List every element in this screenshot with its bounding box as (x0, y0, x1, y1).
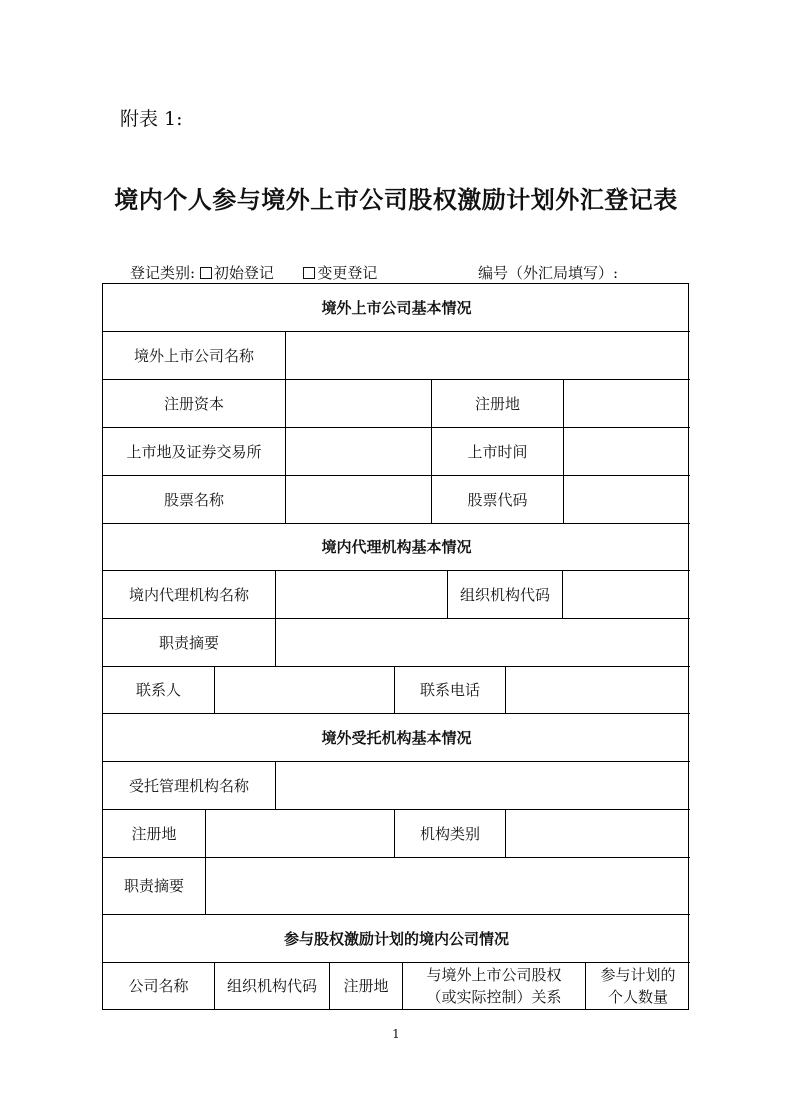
registration-type (130, 262, 377, 283)
agent-name-field[interactable] (276, 571, 448, 618)
registration-type-label: 登记类别: (130, 264, 196, 282)
listing-time-label: 上市时间 (432, 428, 564, 475)
agent-name-label: 境内代理机构名称 (103, 571, 276, 618)
col-company-name: 公司名称 (103, 963, 215, 1009)
org-code-field[interactable] (563, 571, 690, 618)
row-listing (103, 428, 690, 476)
col-count-line1: 参与计划的 (600, 966, 676, 984)
reg-place-field[interactable] (564, 380, 690, 427)
phone-label: 联系电话 (395, 667, 506, 713)
trustee-name-field[interactable] (276, 762, 690, 809)
section-title: 境内代理机构基本情况 (321, 538, 472, 556)
row-company-name (103, 332, 690, 380)
stock-name-field[interactable] (286, 476, 432, 523)
col-relation (403, 963, 586, 1009)
stock-code-field[interactable] (564, 476, 690, 523)
section-header-overseas-company (103, 284, 690, 332)
col-reg-place: 注册地 (330, 963, 403, 1009)
stock-code-label: 股票代码 (432, 476, 564, 523)
initial-registration-label: 初始登记 (213, 264, 274, 282)
trustee-name-label: 受托管理机构名称 (103, 762, 276, 809)
initial-registration-checkbox[interactable] (200, 267, 212, 279)
change-registration-checkbox[interactable] (303, 267, 315, 279)
row-stock (103, 476, 690, 524)
section-header-overseas-trustee (103, 714, 690, 762)
org-type-label: 机构类别 (395, 810, 506, 857)
row-agent-duties (103, 619, 690, 667)
section-header-domestic-agent (103, 524, 690, 571)
listing-time-field[interactable] (564, 428, 690, 475)
contact-label: 联系人 (103, 667, 215, 713)
row-trustee-duties (103, 858, 690, 915)
contact-field[interactable] (215, 667, 395, 713)
row-trustee-name (103, 762, 690, 810)
col-count-line2: 个人数量 (607, 988, 668, 1006)
trustee-reg-place-field[interactable] (206, 810, 395, 857)
reg-capital-field[interactable] (286, 380, 432, 427)
section-header-domestic-company (103, 915, 690, 963)
reg-capital-label: 注册资本 (103, 380, 286, 427)
section-title: 境外受托机构基本情况 (321, 728, 472, 747)
annex-label: 附表 1: (120, 108, 183, 130)
listing-exchange-field[interactable] (286, 428, 432, 475)
org-type-field[interactable] (506, 810, 690, 857)
registration-form-table (102, 283, 689, 1010)
phone-field[interactable] (506, 667, 690, 713)
trustee-reg-place-label: 注册地 (103, 810, 206, 857)
row-contact (103, 667, 690, 714)
col-org-code: 组织机构代码 (215, 963, 330, 1009)
form-title: 境内个人参与境外上市公司股权激励计划外汇登记表 (114, 185, 678, 214)
row-trustee-reg (103, 810, 690, 858)
serial-number-label: 编号（外汇局填写）: (478, 264, 619, 282)
section-title: 参与股权激励计划的境内公司情况 (283, 929, 509, 948)
page-number: 1 (392, 1027, 400, 1041)
stock-name-label: 股票名称 (103, 476, 286, 523)
change-registration-label: 变更登记 (317, 264, 378, 282)
org-code-label: 组织机构代码 (448, 571, 563, 618)
row-agent-name (103, 571, 690, 619)
agent-duties-label: 职责摘要 (103, 619, 276, 666)
col-participant-count (586, 963, 690, 1009)
col-relation-line2: （或实际控制）关系 (426, 988, 562, 1006)
agent-duties-field[interactable] (276, 619, 690, 666)
reg-place-label: 注册地 (432, 380, 564, 427)
row-reg-capital (103, 380, 690, 428)
company-name-field[interactable] (286, 332, 690, 379)
listing-exchange-label: 上市地及证券交易所 (103, 428, 286, 475)
section-title: 境外上市公司基本情况 (321, 298, 472, 317)
company-table-header-row (103, 963, 690, 1009)
col-relation-line1: 与境外上市公司股权 (426, 966, 562, 984)
company-name-label: 境外上市公司名称 (103, 332, 286, 379)
trustee-duties-label: 职责摘要 (103, 858, 206, 914)
trustee-duties-field[interactable] (206, 858, 690, 914)
